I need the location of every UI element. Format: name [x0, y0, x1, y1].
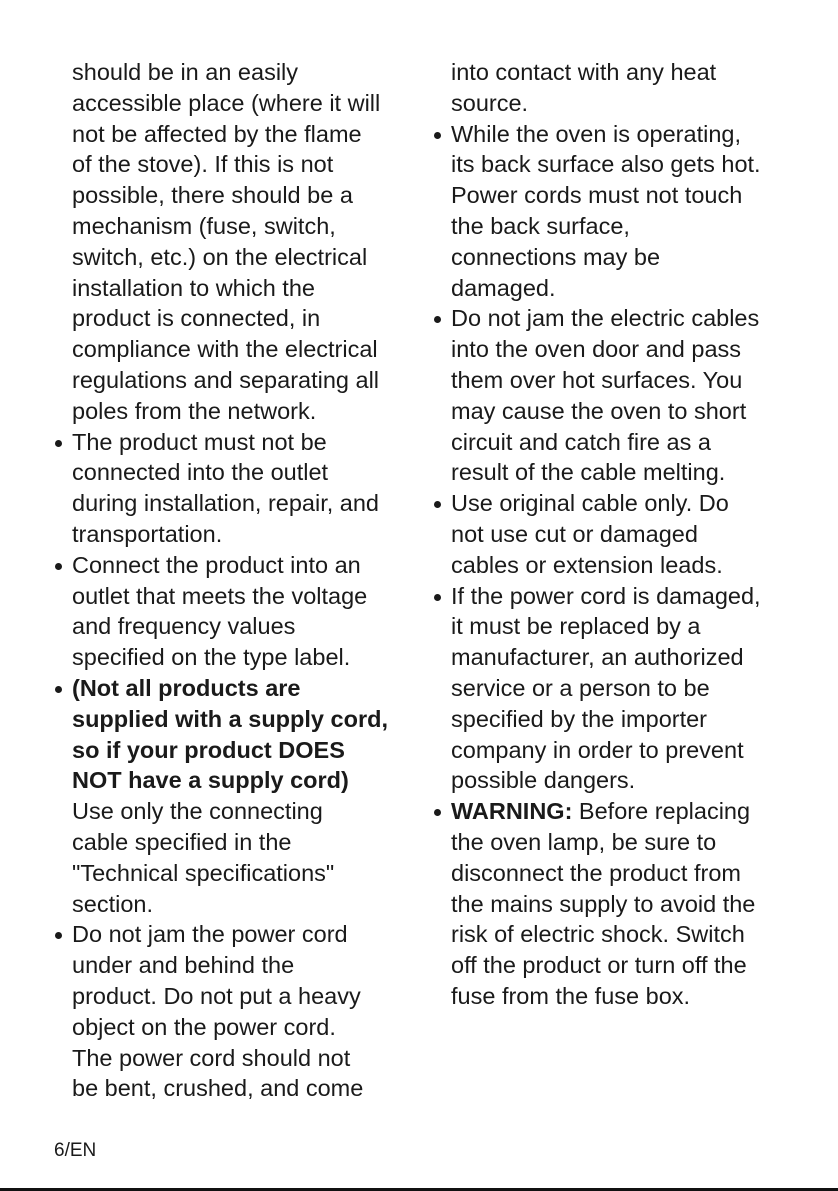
line-text: the mains supply to avoid the [451, 890, 756, 917]
line-text: and frequency values [72, 613, 296, 640]
line-text: damaged. [451, 274, 556, 301]
text-line [72, 581, 422, 612]
line-text: product. Do not put a heavy [72, 982, 361, 1009]
text-line [451, 119, 796, 150]
text-line [451, 57, 796, 88]
line-text: The power cord should not [72, 1044, 351, 1071]
line-text: If the power cord is damaged, [451, 582, 761, 609]
line-text: connected into the outlet [72, 459, 329, 486]
text-line [72, 765, 422, 796]
line-text: Use only the connecting [72, 798, 323, 825]
line-text: Use original cable only. Do [451, 490, 729, 517]
line-text: manufacturer, an authorized [451, 644, 744, 671]
bullet-icon [55, 686, 62, 693]
text-line [72, 427, 422, 458]
line-text: risk of electric shock. Switch [451, 921, 745, 948]
line-text: poles from the network. [72, 397, 317, 424]
bullet-icon [434, 809, 441, 816]
text-line [72, 889, 422, 920]
text-line [72, 396, 422, 427]
line-text: be bent, crushed, and come [72, 1075, 364, 1102]
line-text: disconnect the product from [451, 859, 741, 886]
line-text: transportation. [72, 520, 223, 547]
line-text: (Not all products are [72, 674, 301, 701]
text-line [72, 950, 422, 981]
line-text: fuse from the fuse box. [451, 982, 691, 1009]
line-text: during installation, repair, and [72, 490, 380, 517]
line-text: Power cords must not touch [451, 182, 743, 209]
text-line [72, 334, 422, 365]
text-line [451, 796, 796, 827]
line-text: section. [72, 890, 153, 917]
line-text: should be in an easily [72, 59, 299, 85]
text-line [451, 889, 796, 920]
text-line [451, 427, 796, 458]
text-line [451, 858, 796, 889]
line-text: cable specified in the [72, 828, 292, 855]
bullet-icon [55, 932, 62, 939]
text-line [72, 365, 422, 396]
text-line [72, 119, 422, 150]
line-text: The product must not be [72, 428, 327, 455]
text-line [72, 211, 422, 242]
text-line [72, 919, 422, 950]
text-line [72, 273, 422, 304]
text-line [72, 611, 422, 642]
line-text: Do not jam the electric cables [451, 305, 760, 332]
text-line [451, 704, 796, 735]
line-text: so if your product DOES [72, 736, 345, 763]
line-text: service or a person to be [451, 674, 710, 701]
bullet-icon [434, 501, 441, 508]
text-line [451, 334, 796, 365]
text-line [72, 149, 422, 180]
line-text: object on the power cord. [72, 1013, 336, 1040]
line-text: outlet that meets the voltage [72, 582, 368, 609]
line-text: off the product or turn off the [451, 952, 747, 979]
text-line [451, 765, 796, 796]
line-text: switch, etc.) on the electrical [72, 243, 368, 270]
text-line [451, 981, 796, 1012]
line-text: the back surface, [451, 212, 630, 239]
text-line [451, 611, 796, 642]
line-text: source. [451, 89, 529, 116]
line-text: them over hot surfaces. You [451, 366, 743, 393]
line-text: it must be replaced by a [451, 613, 701, 640]
text-line [451, 673, 796, 704]
text-line [451, 950, 796, 981]
line-text: installation to which the [72, 274, 315, 301]
line-text: circuit and catch fire as a [451, 428, 711, 455]
text-line [451, 396, 796, 427]
line-text: specified on the type label. [72, 644, 351, 671]
line-text: regulations and separating all [72, 366, 380, 393]
line-text: compliance with the electrical [72, 336, 378, 363]
text-line [451, 642, 796, 673]
text-line [72, 796, 422, 827]
line-text: its back surface also gets hot. [451, 151, 761, 178]
text-line [72, 642, 422, 673]
line-text: NOT have a supply cord) [72, 767, 349, 794]
text-line [451, 488, 796, 519]
bullet-icon [55, 563, 62, 570]
text-line [451, 827, 796, 858]
text-line [451, 919, 796, 950]
text-line [72, 858, 422, 889]
right-column [451, 57, 796, 1012]
line-text: the oven lamp, be sure to [451, 828, 717, 855]
line-text: possible dangers. [451, 767, 636, 794]
text-line [72, 57, 422, 88]
bullet-icon [55, 440, 62, 447]
line-text: Connect the product into an [72, 551, 361, 578]
text-line [72, 550, 422, 581]
line-text: specified by the importer [451, 705, 708, 732]
text-line [451, 273, 796, 304]
line-text: supplied with a supply cord, [72, 705, 388, 732]
text-line [72, 1043, 422, 1074]
text-line [451, 365, 796, 396]
line-text: cables or extension leads. [451, 551, 723, 578]
text-line [451, 149, 796, 180]
line-text: result of the cable melting. [451, 459, 726, 486]
line-text: mechanism (fuse, switch, [72, 212, 336, 239]
text-line [451, 211, 796, 242]
line-text: may cause the oven to short [451, 397, 747, 424]
text-line [451, 550, 796, 581]
text-line [451, 88, 796, 119]
line-text: into the oven door and pass [451, 336, 742, 363]
line-text: possible, there should be a [72, 182, 353, 209]
bullet-icon [434, 316, 441, 323]
text-line [72, 88, 422, 119]
text-line [72, 180, 422, 211]
line-text: into contact with any heat [451, 59, 717, 85]
text-line [451, 242, 796, 273]
text-line [451, 581, 796, 612]
text-line [72, 457, 422, 488]
text-line [72, 1012, 422, 1043]
line-text: While the oven is operating, [451, 120, 741, 147]
text-line [451, 519, 796, 550]
line-text: of the stove). If this is not [72, 151, 334, 178]
line-text: product is connected, in [72, 305, 321, 332]
text-line [72, 981, 422, 1012]
text-line [72, 735, 422, 766]
line-text: company in order to prevent [451, 736, 744, 763]
text-line [72, 303, 422, 334]
text-line [451, 180, 796, 211]
line-text: not use cut or damaged [451, 520, 698, 547]
text-line [451, 303, 796, 334]
text-line [72, 519, 422, 550]
line-text: accessible place (where it will [72, 89, 381, 116]
text-line [72, 488, 422, 519]
text-line [72, 704, 422, 735]
line-text: under and behind the [72, 952, 295, 979]
text-line [451, 457, 796, 488]
line-text: not be affected by the flame [72, 120, 362, 147]
line-text: Do not jam the power cord [72, 921, 348, 948]
text-line [451, 735, 796, 766]
text-line [72, 827, 422, 858]
bullet-icon [434, 594, 441, 601]
text-line [72, 673, 422, 704]
text-line [72, 242, 422, 273]
line-text: connections may be [451, 243, 661, 270]
line-text: Before replacing [572, 798, 751, 825]
page-number: 6/EN [54, 1140, 97, 1161]
left-column [72, 57, 422, 1104]
bullet-icon [434, 132, 441, 139]
text-line [72, 1073, 422, 1104]
line-text: "Technical specifications" [72, 859, 335, 886]
warning-label: WARNING: [451, 798, 573, 825]
